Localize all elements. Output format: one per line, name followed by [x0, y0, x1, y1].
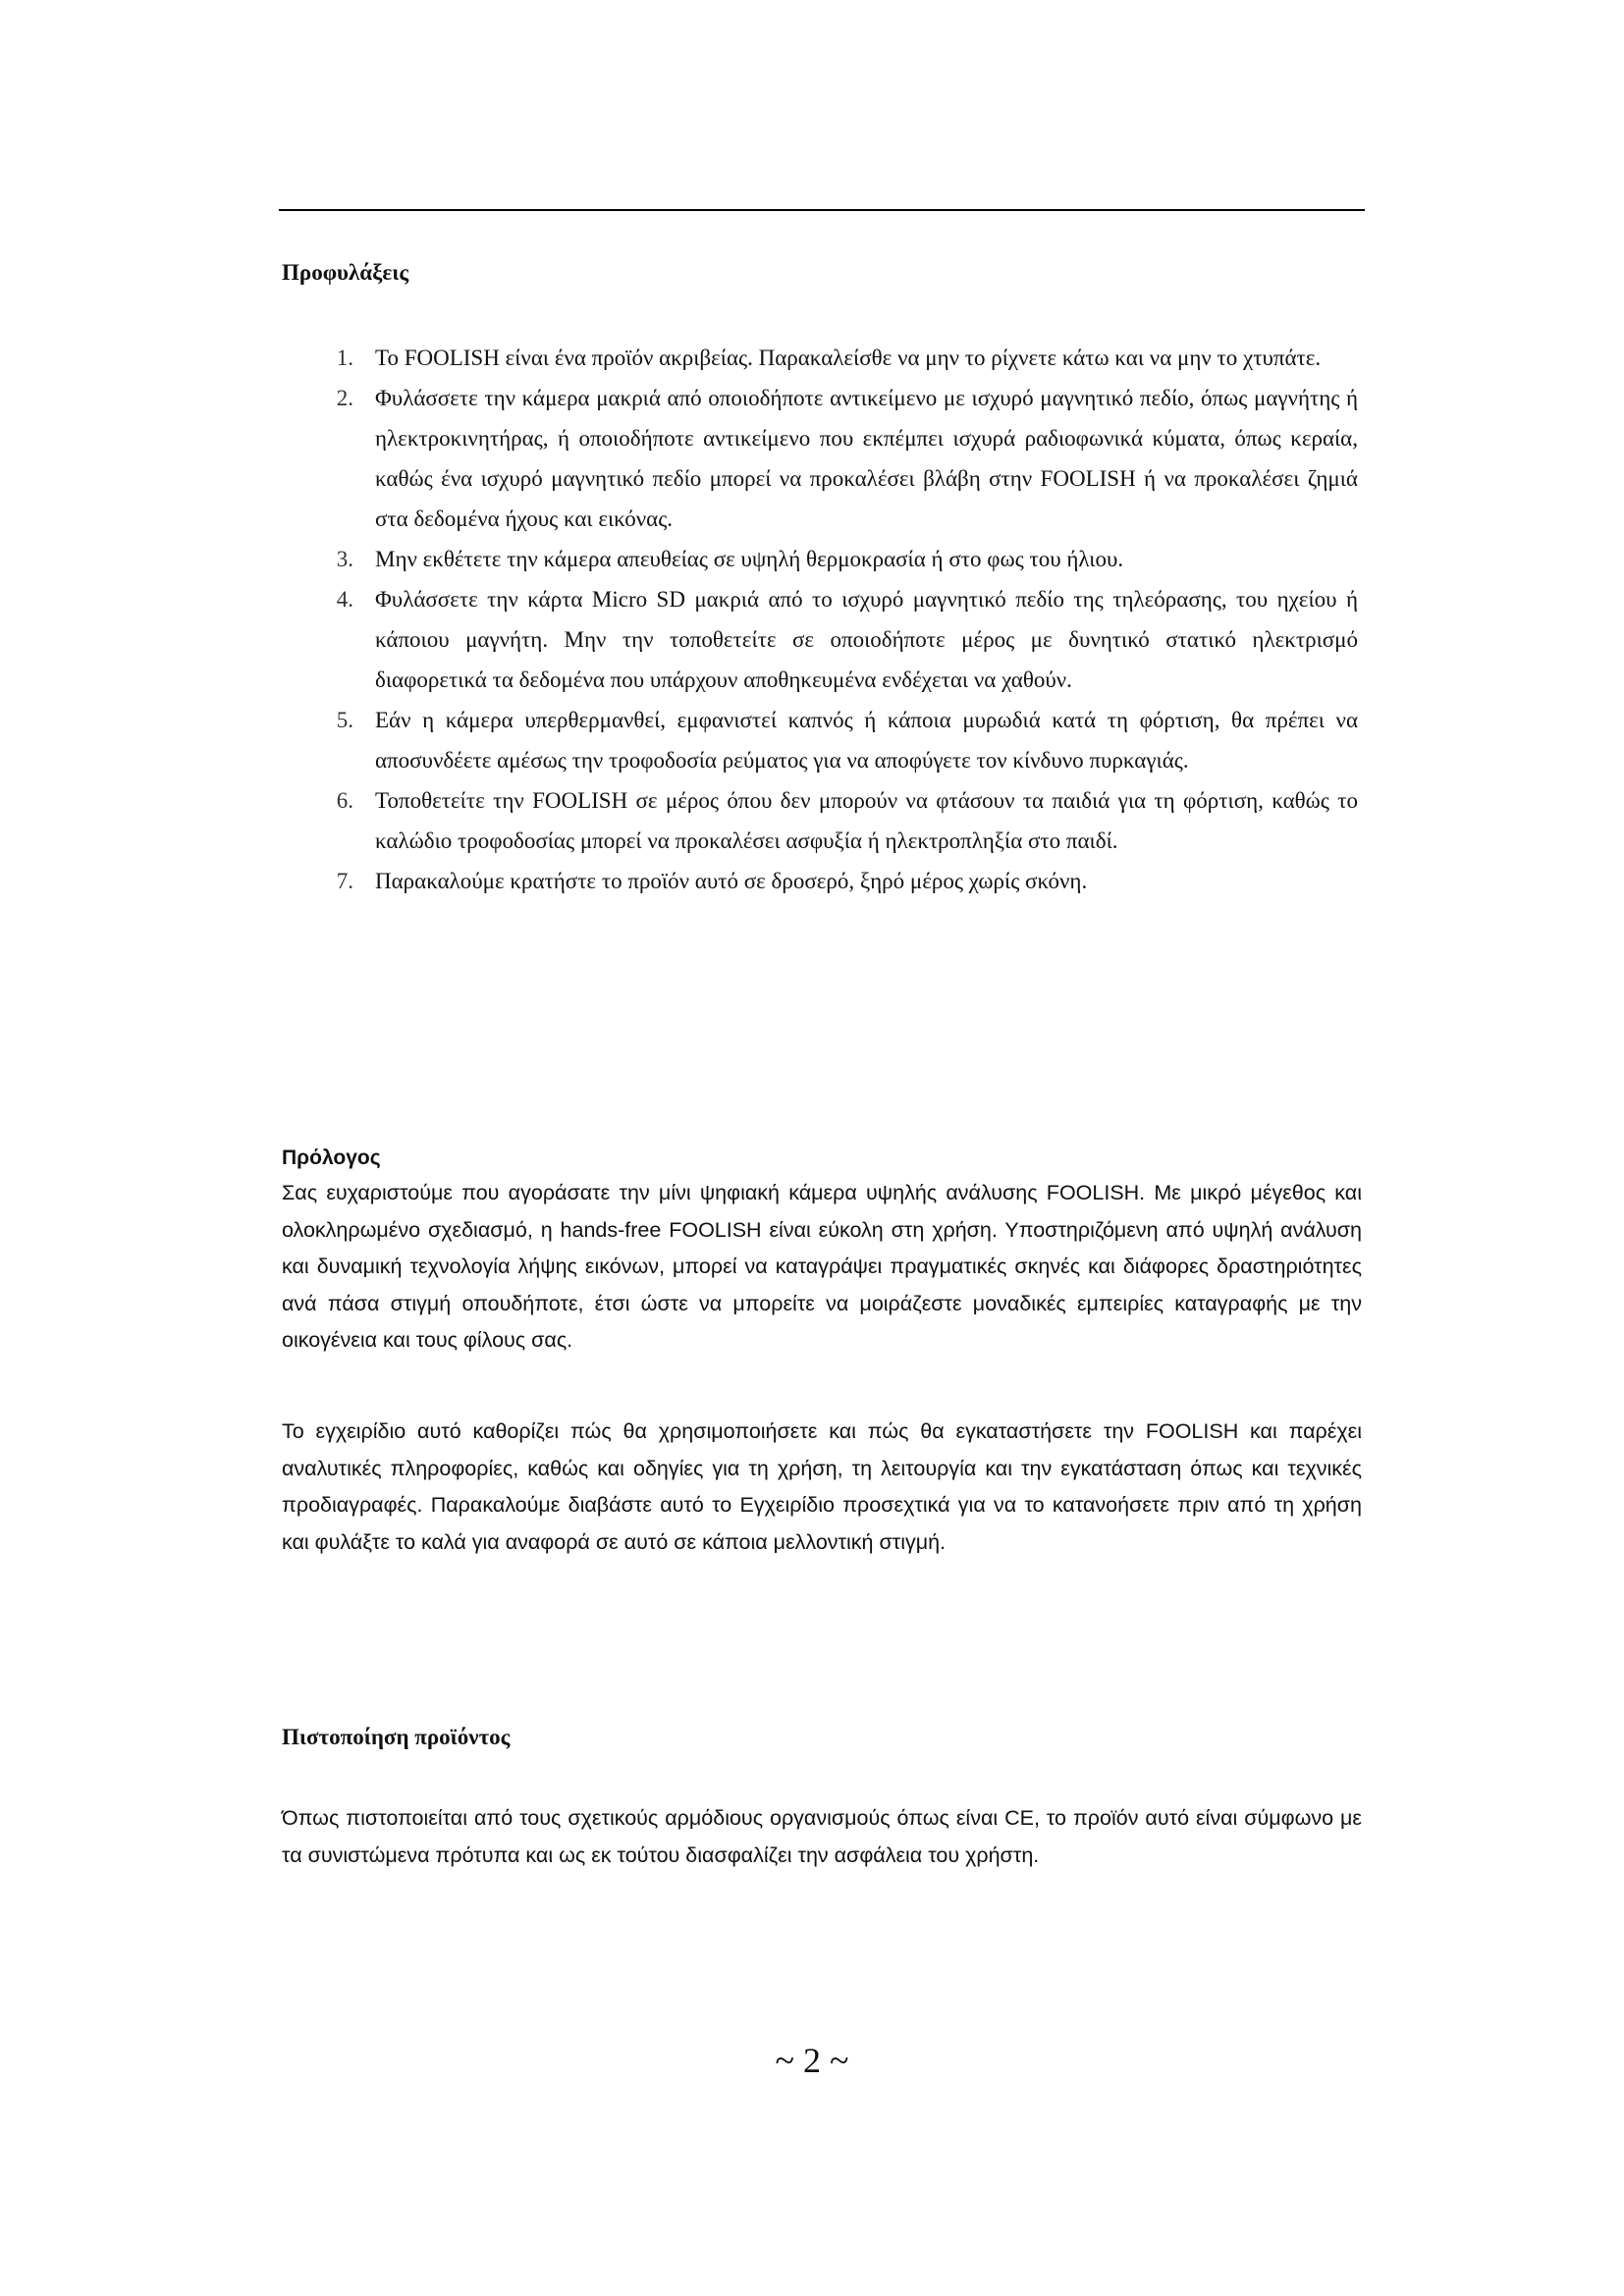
list-item-text: Φυλάσσετε την κάρτα Micro SD μακριά από το ισχυρό μαγνητικό πεδίο της τηλεόρασης, του ηχείου ή κάποιου μαγνήτη. Μην την τοποθετείτε σε οποιοδήποτε μέρος με δυνητικό στατικό ηλεκτρισμό διαφορετικά τα δεδομένα που υπάρχουν αποθηκευμένα ενδέχεται να χαθούν. [375, 587, 1358, 692]
list-item-number: 1. [336, 346, 353, 370]
prologue-heading: Πρόλογος [282, 1147, 381, 1169]
header-rule [279, 209, 1365, 211]
list-item-text: Τοποθετείτε την FOOLISH σε μέρος όπου δεν μπορούν να φτάσουν τα παιδιά για τη φόρτιση, καθώς το καλώδιο τροφοδοσίας μπορεί να προκαλέσει ασφυξία ή ηλεκτροπληξία στο παιδί. [375, 788, 1358, 853]
list-item [324, 861, 1358, 901]
list-item [324, 539, 1358, 579]
list-item-number: 5. [336, 708, 353, 732]
list-item-text: Το FOOLISH είναι ένα προϊόν ακριβείας. Παρακαλείσθε να μην το ρίχνετε κάτω και να μην το χτυπάτε. [375, 346, 1322, 370]
list-item-text: Εάν η κάμερα υπερθερμανθεί, εμφανιστεί καπνός ή κάποια μυρωδιά κατά τη φόρτιση, θα πρέπει να αποσυνδέετε αμέσως την τροφοδοσία ρεύματος για να αποφύγετε τον κίνδυνο πυρκαγιάς. [375, 708, 1358, 773]
prologue-paragraph-1: Σας ευχαριστούμε που αγοράσατε την μίνι ψηφιακή κάμερα υψηλής ανάλυσης FOOLISH. Με μικρό μέγεθος και ολοκληρωμένο σχεδιασμό, η hands-free FOOLISH είναι εύκολη στη χρήση. Υποστηριζόμενη από υψηλή ανάλυση και δυναμική τεχνολογία λήψης εικόνων, μπορεί να καταγράψει πραγματικές σκηνές και διάφορες δραστηριότητες ανά πάσα στιγμή οπουδήποτε, έτσι ώστε να μπορείτε να μοιράζεστε μοναδικές εμπειρίες καταγραφής με την οικογένεια και τους φίλους σας. [282, 1181, 1362, 1352]
list-item-number: 6. [336, 788, 353, 813]
page-number: ~ 2 ~ [775, 2041, 849, 2080]
list-item-number: 3. [336, 547, 353, 571]
list-item-text: Φυλάσσετε την κάμερα μακριά από οποιοδήποτε αντικείμενο με ισχυρό μαγνητικό πεδίο, όπως μαγνήτης ή ηλεκτροκινητήρας, ή οποιοδήποτε αντικείμενο που εκπέμπει ισχυρά ραδιοφωνικά κύματα, όπως κεραία, καθώς ένα ισχυρό μαγνητικό πεδίο μπορεί να προκαλέσει βλάβη στην FOOLISH ή να προκαλέσει ζημιά στα δεδομένα ήχους και εικόνας. [375, 386, 1358, 531]
list-item-text: Παρακαλούμε κρατήστε το προϊόν αυτό σε δροσερό, ξηρό μέρος χωρίς σκόνη. [375, 869, 1088, 893]
list-item-number: 2. [336, 386, 353, 410]
prologue-paragraph-2: Το εγχειρίδιο αυτό καθορίζει πώς θα χρησιμοποιήσετε και πώς θα εγκαταστήσετε την FOOLISH και παρέχει αναλυτικές πληροφορίες, καθώς και οδηγίες για τη χρήση, τη λειτουργία και την εγκατάσταση όπως και τεχνικές προδιαγραφές. Παρακαλούμε διαβάστε αυτό το Εγχειρίδιο προσεχτικά για να το κατανοήσετε πριν από τη χρήση και φυλάξτε το καλά για αναφορά σε αυτό σε κάποια μελλοντική στιγμή. [282, 1419, 1362, 1554]
list-item [324, 579, 1358, 700]
list-item-text: Μην εκθέτετε την κάμερα απευθείας σε υψηλή θερμοκρασία ή στο φως του ήλιου. [375, 547, 1124, 571]
list-item [324, 378, 1358, 539]
certification-text: Όπως πιστοποιείται από τους σχετικούς αρμόδιους οργανισμούς όπως είναι CE, το προϊόν αυτό είναι σύμφωνο με τα συνιστώμενα πρότυπα και ως εκ τούτου διασφαλίζει την ασφάλεια του χρήστη. [282, 1806, 1362, 1867]
list-item [324, 338, 1358, 378]
list-item-number: 7. [336, 869, 353, 893]
list-item [324, 780, 1358, 861]
list-item [324, 700, 1358, 780]
precautions-heading: Προφυλάξεις [282, 260, 409, 285]
certification-heading: Πιστοποίηση προϊόντος [282, 1725, 511, 1749]
precautions-list [324, 338, 1358, 901]
list-item-number: 4. [336, 587, 353, 612]
